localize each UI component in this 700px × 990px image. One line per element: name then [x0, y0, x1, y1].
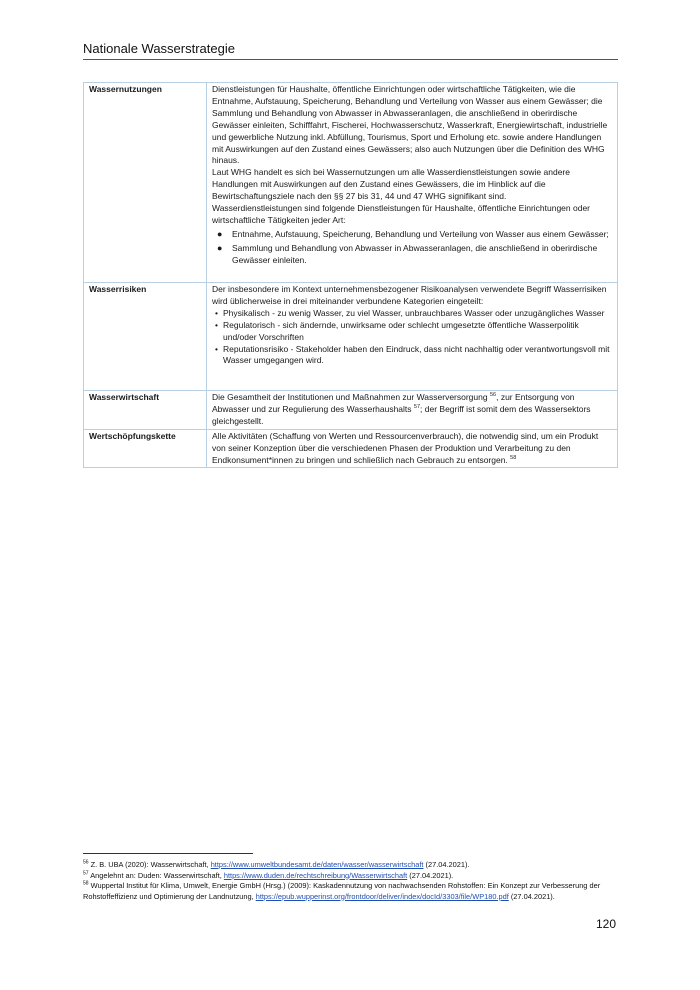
bullet-icon: •	[215, 307, 218, 318]
definition-text: Die Gesamtheit der Institutionen und Maßnahmen zur Wasserversorgung	[212, 392, 490, 402]
footnote-number: 57	[83, 870, 89, 877]
definition-text: ; der Begriff ist somit dem des Wassersektors gleichgestellt.	[212, 403, 591, 426]
list-item	[212, 344, 612, 368]
footnote-text: Angelehnt an: Duden: Wasserwirtschaft,	[88, 870, 224, 880]
footnote-link[interactable]: https://www.duden.de/rechtschreibung/Wasserwirtschaft	[223, 870, 408, 880]
list-item-text: Physikalisch - zu wenig Wasser, zu viel Wasser, unbrauchbares Wasser oder unzugängliches Wasser	[223, 307, 605, 318]
footnote-number: 58	[83, 880, 89, 887]
list-item-text: Entnahme, Aufstauung, Speicherung, Behandlung und Verteilung von Wasser aus einem Gewässer;	[232, 228, 609, 239]
definition-cell	[207, 391, 618, 430]
bullet-icon: ●	[217, 242, 223, 253]
definition-cell	[207, 429, 618, 468]
list-item-text: Sammlung und Behandlung von Abwasser in Abwasseranlagen, die anschließend in oberirdische Gewässer einleiten.	[232, 242, 598, 265]
footnote-marker[interactable]: 57	[413, 404, 421, 411]
footnote-link[interactable]: https://www.umweltbundesamt.de/daten/wasser/wasserwirtschaft	[210, 860, 424, 869]
bullet-list	[212, 229, 612, 267]
definition-text: , zur Entsorgung von Abwasser und zur Regulierung des Wasserhaushalts	[212, 392, 575, 414]
definition-paragraph: Laut WHG handelt es sich bei Wassernutzungen um alle Wasserdienstleistungen sowie andere Handlungen mit Auswirkungen auf den Zustand eines Gewässers, die im Hinblick auf die Bewirtschaftungsziele nach den §§ 27 bis 31, 44 und 47 WHG signifikant sind.	[212, 167, 570, 202]
footnote-number: 56	[83, 859, 89, 866]
table-row	[84, 283, 618, 391]
footnote	[83, 871, 618, 882]
list-item-text: Reputationsrisiko - Stakeholder haben den Eindruck, dass nicht nachhaltig oder verantwortungsvoll mit Wasser umgegangen wird.	[223, 343, 610, 366]
term-cell: Wertschöpfungskette	[84, 429, 207, 468]
page-number: 120	[595, 917, 616, 931]
definition-text: Alle Aktivitäten (Schaffung von Werten und Ressourcenverbrauch), die notwendig sind, um ein Produkt von seiner Konzeption über die verschiedenen Phasen der Produktion und Verarbeitung zu den Endkonsument*innen zu bringen und schließlich nach Gebrauch zu entsorgen.	[212, 430, 599, 465]
list-item	[212, 229, 612, 241]
term-cell: Wasserrisiken	[84, 283, 207, 391]
header-divider	[83, 59, 618, 60]
list-item	[212, 308, 612, 320]
footnote	[83, 881, 618, 902]
definition-paragraph: Der insbesondere im Kontext unternehmensbezogener Risikoanalysen verwendete Begriff Wasserrisiken wird üblicherweise in drei miteinander verbundene Kategorien eingeteilt:	[212, 284, 607, 306]
footnote	[83, 860, 618, 871]
list-item	[212, 243, 612, 267]
footnote-link[interactable]: https://epub.wupperinst.org/frontdoor/deliver/index/docId/3303/file/WP180.pdf	[255, 891, 509, 901]
footnote-text: Wuppertal Institut für Klima, Umwelt, Energie GmbH (Hrsg.) (2009): Kaskadennutzung von nachwachsenden Rohstoffen: Ein Konzept zur Verbesserung der Rohstoffeffizienz und Optimierung der Landnutzung,	[83, 881, 601, 901]
definition-paragraph: Dienstleistungen für Haushalte, öffentliche Einrichtungen oder wirtschaftliche Tätigkeiten, wie die Entnahme, Aufstauung, Speicherung, Behandlung und Verteilung von Wasser aus einem Gewässer; die Sammlung und Behandlung von Abwasser in Abwasseranlagen, die anschließend in oberirdische Gewässer einleiten, Schifffahrt, Fischerei, Hochwasserschutz, Wasserkraft, Energiewirtschaft, industrielle und gewerbliche Nutzung inkl. Abfüllung, Tourismus, Sport und Erholung etc. sowie andere Handlungen mit Auswirkungen auf den Zustand eines Gewässers; also auch Nutzungen über die Definition des WHG hinaus.	[212, 84, 608, 166]
footnote-divider	[83, 853, 253, 854]
footnote-text: (27.04.2021).	[423, 860, 470, 869]
page-header-title: Nationale Wasserstrategie	[83, 41, 235, 56]
list-item	[212, 320, 612, 344]
bullet-icon: •	[215, 319, 218, 330]
category-list	[212, 308, 612, 368]
footnote-text: (27.04.2021).	[508, 891, 555, 901]
definition-cell	[207, 83, 618, 283]
definition-cell	[207, 283, 618, 391]
footnote-marker[interactable]: 58	[510, 454, 517, 461]
glossary-table	[83, 82, 618, 468]
table-row	[84, 83, 618, 283]
table-row	[84, 391, 618, 430]
bullet-icon: •	[215, 343, 218, 354]
term-cell: Wassernutzungen	[84, 83, 207, 283]
definition-paragraph: Wasserdienstleistungen sind folgende Dienstleistungen für Haushalte, öffentliche Einrichtungen oder wirtschaftliche Tätigkeiten jeder Art:	[212, 203, 591, 225]
footnotes	[83, 860, 618, 902]
bullet-icon: ●	[217, 228, 223, 239]
footnote-marker[interactable]: 56	[489, 392, 497, 399]
footnote-text: Z. B. UBA (2020): Wasserwirtschaft,	[88, 860, 211, 869]
table-row	[84, 429, 618, 468]
list-item-text: Regulatorisch - sich ändernde, unwirksame oder schlecht umgesetzte öffentliche Wasserpolitik und/oder Vorschriften	[223, 319, 579, 342]
term-cell: Wasserwirtschaft	[84, 391, 207, 430]
footnote-text: (27.04.2021).	[407, 870, 454, 880]
